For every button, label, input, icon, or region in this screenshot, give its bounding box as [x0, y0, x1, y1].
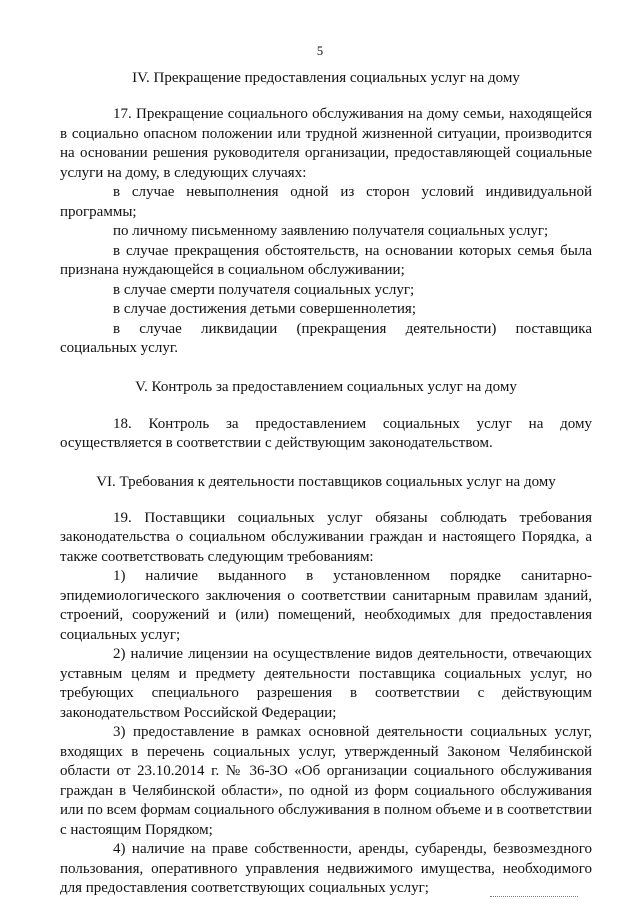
section-heading: V. Контроль за предоставлением социальных услуг на дому: [135, 378, 517, 395]
paragraph: 18. Контроль за предоставлением социальных услуг на дому осуществляется в соответствии с действующим законодательством.: [60, 415, 592, 451]
section-v: [60, 378, 592, 454]
section-heading: IV. Прекращение предоставления социальных услуг на дому: [132, 70, 520, 86]
paragraph: в случае невыполнения одной из сторон условий индивидуальной программы;: [60, 184, 592, 220]
section-heading: VI. Требования к деятельности поставщиков социальных услуг на дому: [96, 473, 556, 490]
paragraph: 1) наличие выданного в установленном порядке санитарно-эпидемиологического заключения о соответствии санитарным правилам зданий, строений, сооружений и (или) помещений, необходимых для предоставления социальных услуг;: [60, 568, 592, 643]
paragraph: 2) наличие лицензии на осуществление видов деятельности, отвечающих уставным целям и предмету деятельности поставщика социальных услуг, но требующих специального разрешения в соответствии с действующим законодательством Российской Федерации;: [60, 646, 592, 721]
paragraph: 17. Прекращение социального обслуживания на дому семьи, находящейся в социально опасном положении или трудной жизненной ситуации, производится на основании решения руководителя организации, предоставляющей социальные услуги на дому, в следующих случаях:: [60, 106, 592, 181]
paragraph: 19. Поставщики социальных услуг обязаны соблюдать требования законодательства о социальном обслуживании граждан и настоящего Порядка, а также соответствовать следующим требованиям:: [60, 509, 592, 565]
page-number: 5: [316, 44, 324, 58]
paragraph: 4) наличие на праве собственности, аренды, субаренды, безвозмездного пользования, оперативного управления недвижимого имущества, необходимого для предоставления соответствующих социальных услуг;: [60, 841, 592, 896]
paragraph: по личному письменному заявлению получателя социальных услуг;: [113, 223, 549, 239]
paragraph: в случае смерти получателя социальных услуг;: [113, 281, 415, 298]
paragraph: 3) предоставление в рамках основной деятельности социальных услуг, входящих в перечень социальных услуг, утвержденный Законом Челябинской области от 23.10.2014 г. № 36-ЗО «Об организации социального обслуживания граждан в Челябинской области», по одной из форм социального обслуживания или по всем формам социального обслуживания в полном объеме и в соответствии с настоящим Порядком;: [60, 724, 592, 838]
paragraph: в случае достижения детьми совершеннолетия;: [113, 301, 416, 317]
section-iv: [60, 69, 592, 359]
document-body: [60, 64, 592, 899]
scan-artifact-line: [490, 896, 578, 899]
section-vi: [60, 473, 592, 899]
paragraph: в случае ликвидации (прекращения деятельности) поставщика социальных услуг.: [60, 320, 592, 356]
paragraph: в случае прекращения обстоятельств, на основании которых семья была признана нуждающейся в социальном обслуживании;: [60, 242, 592, 278]
